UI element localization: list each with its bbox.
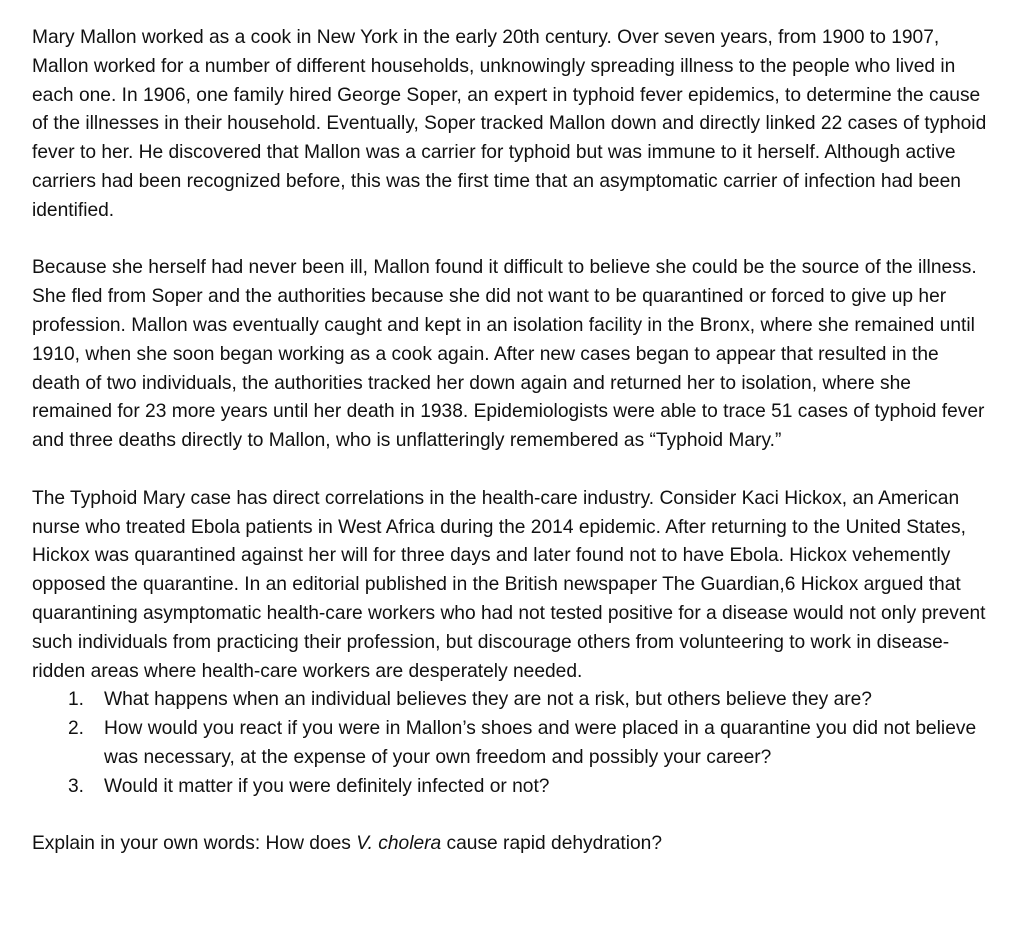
explain-prompt: [32, 830, 992, 859]
paragraph-spacer: [32, 802, 992, 831]
paragraph-spacer: [32, 226, 992, 255]
question-item: [32, 773, 992, 802]
explain-prefix: Explain in your own words: How does: [32, 833, 357, 855]
question-number: 1.: [68, 689, 85, 711]
question-item: [32, 715, 992, 773]
paragraph-kaci-hickox: The Typhoid Mary case has direct correlations in the health-care industry. Consider Kaci Hickox, an American nurse who treated Ebola patients in West Africa during the 2014 epidemic. After returning to the United States, Hickox was quarantined against her will for three days and later found not to have Ebola. Hickox vehemently opposed the quarantine. In an editorial published in the British newspaper The Guardian,6 Hickox argued that quarantining asymptomatic health-care workers who had not tested positive for a disease would not only prevent such individuals from practicing their profession, but discourage others from volunteering to work in disease-ridden areas where health-care workers are desperately needed.: [32, 487, 986, 682]
paragraph-spacer: [32, 456, 992, 485]
question-item: [32, 686, 992, 715]
question-number: 2.: [68, 718, 85, 740]
question-text: What happens when an individual believes they are not a risk, but others believe they are?: [104, 689, 872, 711]
explain-suffix: cause rapid dehydration?: [441, 833, 662, 855]
paragraph-mary-mallon: Mary Mallon worked as a cook in New York in the early 20th century. Over seven years, from 1900 to 1907, Mallon worked for a number of different households, unknowingly spreading illness to the people who lived in each one. In 1906, one family hired George Soper, an expert in typhoid fever epidemics, to determine the cause of the illnesses in their household. Eventually, Soper tracked Mallon down and directly linked 22 cases of typhoid fever to her. He discovered that Mallon was a carrier for typhoid but was immune to it herself. Although active carriers had been recognized before, this was the first time that an asymptomatic carrier of infection had been identified.: [32, 27, 987, 221]
question-number: 3.: [68, 775, 85, 797]
organism-name: V. cholera: [356, 833, 442, 855]
question-text: How would you react if you were in Mallon’s shoes and were placed in a quarantine you did not believe was necessary, at the expense of your own freedom and possibly your career?: [104, 718, 977, 768]
question-list: [32, 686, 992, 801]
question-text: Would it matter if you were definitely infected or not?: [104, 775, 550, 797]
paragraph-mallon-isolation: Because she herself had never been ill, Mallon found it difficult to believe she could be the source of the illness. She fled from Soper and the authorities because she did not want to be quarantined or forced to give up her profession. Mallon was eventually caught and kept in an isolation facility in the Bronx, where she remained until 1910, when she soon began working as a cook again. After new cases began to appear that resulted in the death of two individuals, the authorities tracked her down again and returned her to isolation, where she remained for 23 more years until her death in 1938. Epidemiologists were able to trace 51 cases of typhoid fever and three deaths directly to Mallon, who is unflatteringly remembered as “Typhoid Mary.”: [32, 257, 985, 452]
document-body: [32, 24, 992, 859]
